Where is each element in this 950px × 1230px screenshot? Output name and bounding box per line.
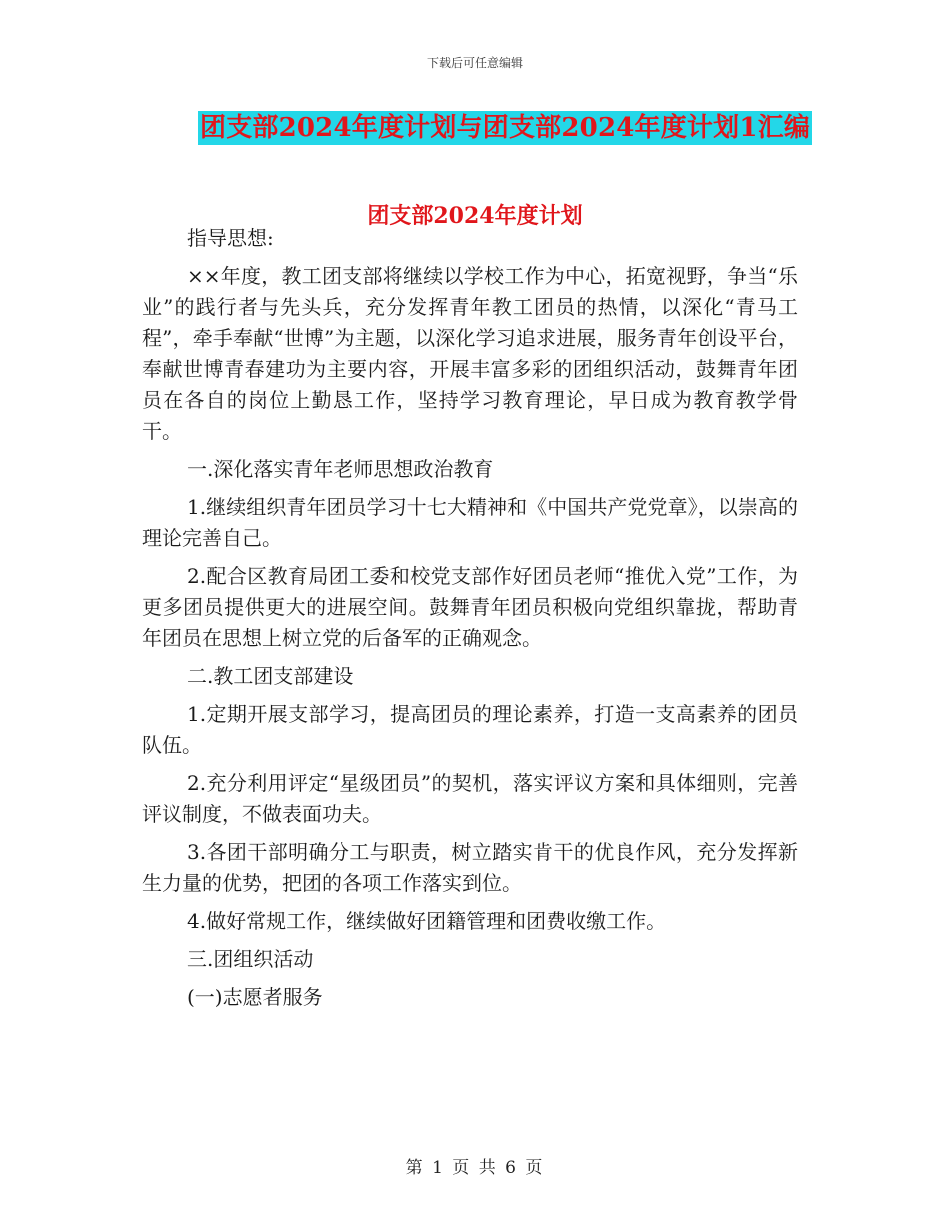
paragraph-1-1: 1.继续组织青年团员学习十七大精神和《中国共产党党章》，以崇高的理论完善自己。 xyxy=(142,495,798,550)
paragraph-2-2: 2.充分利用评定“星级团员”的契机，落实评议方案和具体细则，完善评议制度，不做表面功夫。 xyxy=(142,771,798,826)
section-heading-3: 三.团组织活动 xyxy=(187,947,314,971)
document-body xyxy=(142,223,798,1013)
paragraph-2-4: 4.做好常规工作，继续做好团籍管理和团费收缴工作。 xyxy=(187,909,667,933)
paragraph-2-3: 3.各团干部明确分工与职责，树立踏实肯干的优良作风，充分发挥新生力量的优势，把团的各项工作落实到位。 xyxy=(142,840,798,895)
paragraph-guiding-thought: 指导思想: xyxy=(187,226,274,250)
page-footer: 第 1 页 共 6 页 xyxy=(405,1158,545,1178)
document-main-title: 团支部2024年度计划与团支部2024年度计划1汇编 xyxy=(200,113,811,143)
section-heading-2: 二.教工团支部建设 xyxy=(187,664,354,688)
document-subtitle: 团支部2024年度计划 xyxy=(367,203,583,229)
page-header: 下载后可任意编辑 xyxy=(426,56,523,70)
section-heading-1: 一.深化落实青年老师思想政治教育 xyxy=(187,457,494,481)
paragraph-intro: ××年度，教工团支部将继续以学校工作为中心，拓宽视野，争当“乐业”的践行者与先头兵，充分发挥青年教工团员的热情，以深化“青马工程”，牵手奉献“世博”为主题，以深化学习追求进展，服务青年创设平台，奉献世博青春建功为主要内容，开展丰富多彩的团组织活动，鼓舞青年团员在各自的岗位上勤恳工作，坚持学习教育理论，早日成为教育教学骨干。 xyxy=(142,264,798,443)
paragraph-1-2: 2.配合区教育局团工委和校党支部作好团员老师“推优入党”工作，为更多团员提供更大的进展空间。鼓舞青年团员积极向党组织靠拢，帮助青年团员在思想上树立党的后备军的正确观念。 xyxy=(142,564,798,650)
paragraph-2-1: 1.定期开展支部学习，提高团员的理论素养，打造一支高素养的团员队伍。 xyxy=(142,702,798,757)
subsection-heading-3-1: (一)志愿者服务 xyxy=(187,985,323,1009)
